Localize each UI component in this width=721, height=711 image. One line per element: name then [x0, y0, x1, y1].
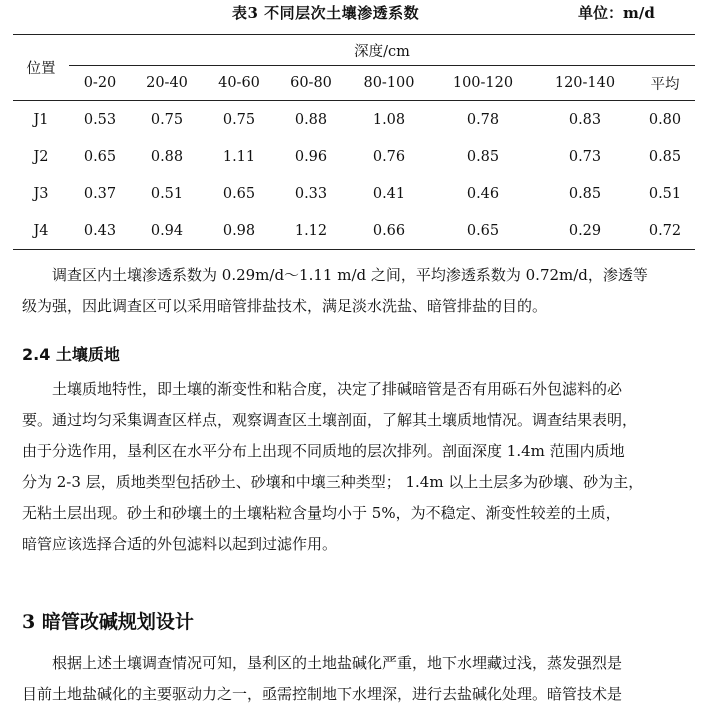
table-row [13, 212, 695, 250]
table-cell: 0.29 [535, 212, 635, 250]
table-cell: 0.41 [372, 185, 406, 202]
table-cell: 0.51 [648, 185, 682, 202]
table-cell: 0.43 [69, 212, 131, 250]
paragraph-soil-texture [22, 374, 692, 560]
table-cell: 0.88 [150, 148, 184, 165]
column-header: 60-80 [275, 66, 347, 101]
table-cell: 0.80 [648, 111, 682, 128]
table-row [13, 101, 695, 139]
column-header: 120-140 [535, 66, 635, 101]
table-cell: 0.85 [648, 148, 682, 165]
table-cell: 1.08 [372, 111, 406, 128]
row-id: J1 [33, 111, 49, 128]
table-cell: 0.75 [150, 111, 184, 128]
column-header: 40-60 [203, 66, 275, 101]
table-cell: 0.66 [347, 212, 431, 250]
table-cell: 0.96 [294, 148, 328, 165]
column-header: 100-120 [431, 66, 535, 101]
row-id: J3 [33, 185, 49, 202]
paragraph-permeability [22, 260, 692, 322]
table-cell: 0.78 [466, 111, 500, 128]
table-cell: 0.85 [466, 148, 500, 165]
paragraph-line: 根据上述土壤调查情况可知，垦利区的土地盐碱化严重，地下水埋藏过浅，蒸发强烈是 [22, 654, 623, 672]
table-cell: 0.65 [222, 185, 256, 202]
column-header: 20-40 [131, 66, 203, 101]
table-cell: 0.75 [222, 111, 256, 128]
table-cell: 0.72 [635, 212, 695, 250]
table-cell: 0.76 [372, 148, 406, 165]
table-caption: 表3 不同层次土壤渗透系数 [232, 4, 420, 22]
table-cell: 0.85 [568, 185, 602, 202]
table-cell: 0.88 [294, 111, 328, 128]
paragraph-line: 无粘土层出现。砂土和砂壤土的土壤粘粒含量均小于 5%，为不稳定、渐变性较差的土质， [22, 504, 621, 522]
table-caption-row [0, 0, 721, 24]
depth-header: 深度/cm [69, 35, 695, 66]
column-header: 平均 [635, 66, 695, 101]
paragraph-line: 要。通过均匀采集调查区样点，观察调查区土壤剖面，了解其土壤质地情况。调查结果表明， [22, 411, 638, 429]
paragraph-line: 分为 2-3 层，质地类型包括砂土、砂壤和中壤三种类型； 1.4m 以上土层多为砂壤、砂为主， [22, 473, 644, 491]
table-row [13, 175, 695, 212]
paragraph-line: 级为强，因此调查区可以采用暗管排盐技术，满足淡水洗盐、暗管排盐的目的。 [22, 297, 548, 315]
table-cell: 0.33 [294, 185, 328, 202]
table-cell: 0.53 [83, 111, 117, 128]
row-id: J2 [33, 148, 49, 165]
paragraph-line: 调查区内土壤渗透系数为 0.29m/d～1.11 m/d 之间，平均渗透系数为 0.72m/d，渗透等 [22, 266, 648, 284]
table-cell: 1.12 [275, 212, 347, 250]
position-header: 位置 [13, 35, 69, 101]
table-cell: 0.98 [203, 212, 275, 250]
table-cell: 0.94 [131, 212, 203, 250]
table-row [13, 138, 695, 175]
paragraph-line: 由于分选作用，垦利区在水平分布上出现不同质地的层次排列。剖面深度 1.4m 范围内质地 [22, 442, 625, 460]
column-header: 0-20 [69, 66, 131, 101]
row-id: J4 [13, 212, 69, 250]
paragraph-line: 暗管应该选择合适的外包滤料以起到过滤作用。 [22, 535, 338, 553]
paragraph-line: 土壤质地特性，即土壤的渐变性和粘合度，决定了排碱暗管是否有用砾石外包滤料的必 [22, 380, 623, 398]
column-header-row [13, 66, 695, 101]
table-cell: 0.37 [83, 185, 117, 202]
section-heading-3: 3 暗管改碱规划设计 [22, 611, 194, 633]
section-heading-2-4: 2.4 土壤质地 [22, 345, 120, 364]
paragraph-planning [22, 648, 692, 710]
column-header: 80-100 [347, 66, 431, 101]
table-cell: 0.46 [466, 185, 500, 202]
table-cell: 0.73 [568, 148, 602, 165]
table-cell: 1.11 [222, 148, 256, 165]
table-cell: 0.83 [568, 111, 602, 128]
table-cell: 0.51 [150, 185, 184, 202]
table-body [13, 101, 695, 250]
table-cell: 0.65 [431, 212, 535, 250]
table-unit: 单位：m/d [578, 4, 655, 22]
permeability-table [13, 34, 695, 250]
paragraph-line: 目前土地盐碱化的主要驱动力之一，亟需控制地下水埋深，进行去盐碱化处理。暗管技术是 [22, 685, 623, 703]
table-cell: 0.65 [83, 148, 117, 165]
